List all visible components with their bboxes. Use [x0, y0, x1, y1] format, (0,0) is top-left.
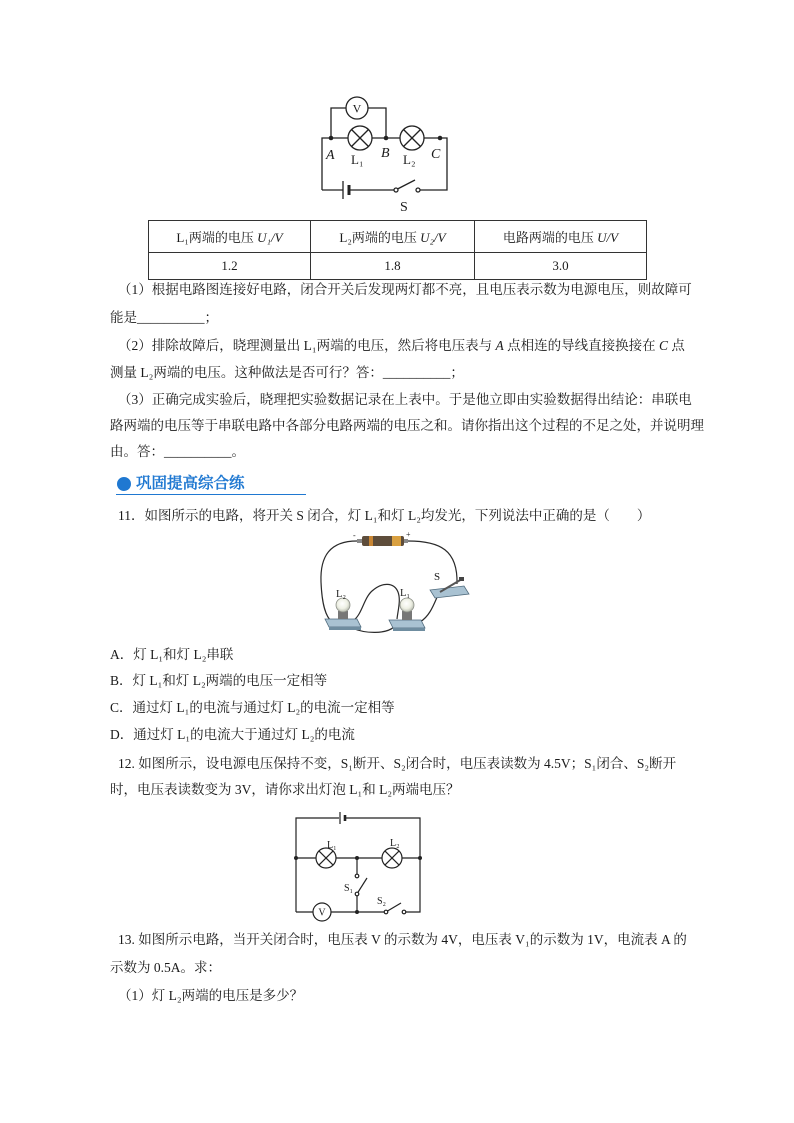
- header-text: 电路两端的电压: [502, 230, 598, 245]
- circuit-diagram-3: [288, 806, 428, 922]
- voltmeter-label: V: [352, 101, 362, 116]
- point-c-variable: C: [658, 338, 668, 353]
- text-segment: 点: [667, 338, 685, 353]
- circuit-diagram-1: [312, 92, 457, 216]
- header-variable: U₂/V: [420, 230, 446, 245]
- battery-plus-label: +: [406, 530, 411, 539]
- voltmeter-symbol: [313, 903, 331, 921]
- switch-s1-symbol: [355, 874, 367, 896]
- voltmeter-symbol: [346, 97, 368, 119]
- q11-option-d: D．通过灯 L₁的电流大于通过灯 L₂的电流: [110, 727, 355, 742]
- q11-option-c: C．通过灯 L₁的电流与通过灯 L₂的电流一定相等: [110, 700, 395, 715]
- q11-option-b: B．灯 L₁和灯 L₂两端的电压一定相等: [110, 673, 328, 688]
- text-segment: （2）排除故障后，晓理测量出 L₁两端的电压，然后将电压表与: [118, 338, 496, 353]
- wire: [420, 138, 447, 190]
- point-b-label: B: [381, 146, 390, 161]
- battery-icon: [353, 530, 411, 546]
- section-title: 巩固提高综合练: [136, 475, 245, 492]
- point-a-variable: A: [495, 338, 504, 353]
- section-underline: [116, 494, 306, 495]
- table-header-cell: [311, 221, 475, 253]
- lamp-l1-symbol: [348, 126, 372, 150]
- header-text: L₂两端的电压: [339, 230, 421, 245]
- q10-part1-line2: 能是__________；: [110, 310, 218, 325]
- q12-line2: 时，电压表读数变为 3V，请你求出灯泡 L₁和 L₂两端电压？: [110, 782, 460, 797]
- lamp-l1-label: L₁: [327, 840, 337, 851]
- q13-line2: 示数为 0.5A。求：: [110, 960, 221, 975]
- battery-symbol: [343, 181, 349, 199]
- q10-part3-line2: 路两端的电压等于串联电路中各部分电路两端的电压之和。请你指出这个过程的不足之处，并说明理: [110, 418, 704, 433]
- header-variable: U/V: [597, 230, 619, 245]
- table-header-row: [149, 221, 647, 253]
- q12-line1: 12. 如图所示，设电源电压保持不变，S₁断开、S₂闭合时，电压表读数为 4.5V；S₁闭合、S₂断开: [118, 756, 677, 771]
- switch-s2-label: S₂: [377, 896, 387, 907]
- q10-part1-line1: （1）根据电路图连接好电路，闭合开关后发现两灯都不亮，且电压表示数为电源电压，则故障可: [118, 282, 692, 297]
- lamp-l2-symbol: [400, 126, 424, 150]
- table-cell: 1.2: [149, 253, 311, 280]
- header-variable: U₁/V: [257, 230, 283, 245]
- lamp-l1-label: L₁: [400, 588, 411, 599]
- point-a-label: A: [326, 148, 335, 163]
- lamp-l1-symbol: [316, 848, 336, 868]
- table-header-cell: [149, 221, 311, 253]
- switch-label: S: [400, 200, 408, 215]
- table-row: [149, 253, 647, 280]
- q10-part3-line1: （3）正确完成实验后，晓理把实验数据记录在上表中。于是他立即由实验数据得出结论：串联电: [118, 392, 692, 407]
- junction-dots: [294, 856, 422, 914]
- table-cell: 1.8: [311, 253, 475, 280]
- lamp-l2-label: L₂: [403, 152, 416, 167]
- q11-stem: 11．如图所示的电路，将开关 S 闭合，灯 L₁和灯 L₂均发光，下列说法中正确的是（ ）: [118, 508, 651, 523]
- point-c-label: C: [431, 147, 441, 162]
- text-segment: 点相连的导线直接换接在: [503, 338, 659, 353]
- table-cell: 3.0: [475, 253, 647, 280]
- switch-s2-symbol: [384, 903, 406, 914]
- switch-symbol: [394, 180, 420, 192]
- lamp-l2-label: L₂: [336, 589, 347, 600]
- q13-line1: 13. 如图所示电路，当开关闭合时，电压表 V 的示数为 4V，电压表 V₁的示数为 1V，电流表 A 的: [118, 932, 687, 947]
- wire: [331, 108, 346, 138]
- table-header-cell: [475, 221, 647, 253]
- section-bullet-icon: [117, 477, 131, 491]
- wire: [322, 138, 348, 190]
- q10-part2-line1: [118, 336, 685, 356]
- battery-symbol: [340, 812, 345, 824]
- circuit-photo-2: [316, 530, 474, 638]
- lamp-l2-label: L₂: [390, 838, 400, 849]
- voltmeter-label: V: [318, 907, 326, 919]
- q10-part3-line3: 由。答：__________。: [110, 444, 245, 459]
- lamp-l1-base: [389, 598, 425, 631]
- lamp-l2-symbol: [382, 848, 402, 868]
- lamp-l2-base: [325, 598, 361, 630]
- battery-minus-label: -: [353, 531, 356, 540]
- header-text: L₁两端的电压: [176, 230, 258, 245]
- switch-s1-label: S₁: [344, 883, 354, 894]
- q13-sub1: （1）灯 L₂两端的电压是多少？: [118, 988, 304, 1003]
- voltage-data-table: [148, 220, 647, 280]
- q11-option-a: A．灯 L₁和灯 L₂串联: [110, 647, 234, 662]
- switch-label: S: [434, 571, 441, 583]
- q10-part2-line2: 测量 L₂两端的电压。这种做法是否可行？答：__________；: [110, 365, 464, 380]
- lamp-l1-label: L₁: [351, 152, 364, 167]
